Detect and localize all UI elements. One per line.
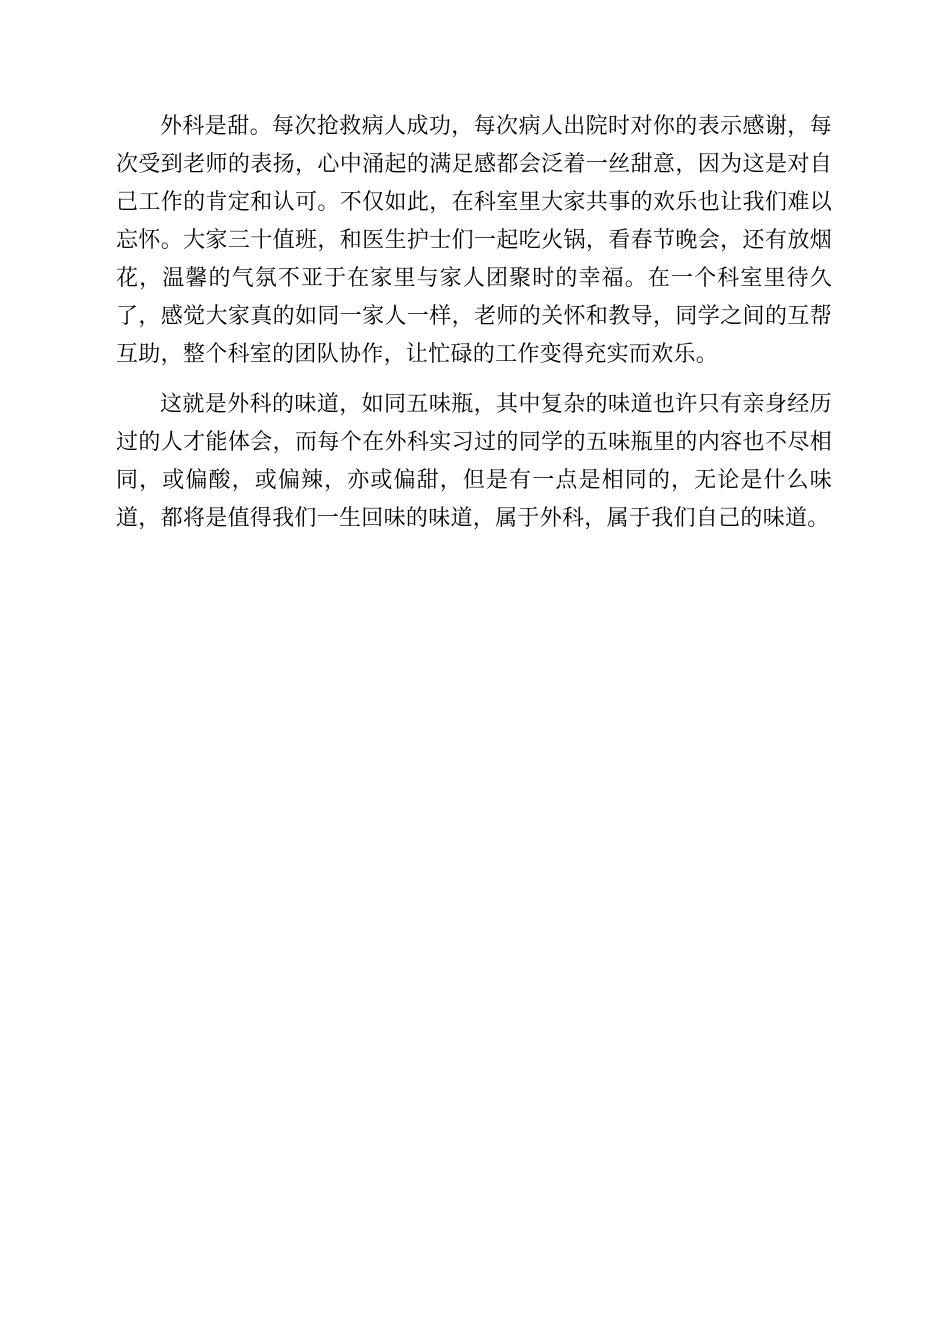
paragraph-sweet: 外科是甜。每次抢救病人成功，每次病人出院时对你的表示感谢，每次受到老师的表扬，心中涌起的满足感都会泛着一丝甜意，因为这是对自己工作的肯定和认可。不仅如此，在科室里大家共事的欢乐也让我们难以忘怀。大家三十值班，和医生护士们一起吃火锅，看春节晚会，还有放烟花，温馨的气氛不亚于在家里与家人团聚时的幸福。在一个科室里待久了，感觉大家真的如同一家人一样，老师的关怀和教导，同学之间的互帮互助，整个科室的团队协作，让忙碌的工作变得充实而欢乐。 xyxy=(116,114,832,367)
paragraph-flavor-summary: 这就是外科的味道，如同五味瓶，其中复杂的味道也许只有亲身经历过的人才能体会，而每个在外科实习过的同学的五味瓶里的内容也不尽相同，或偏酸，或偏辣，亦或偏甜，但是有一点是相同的，无论是什么味道，都将是值得我们一生回味的味道，属于外科，属于我们自己的味道。 xyxy=(116,392,832,531)
document-page xyxy=(116,108,832,538)
